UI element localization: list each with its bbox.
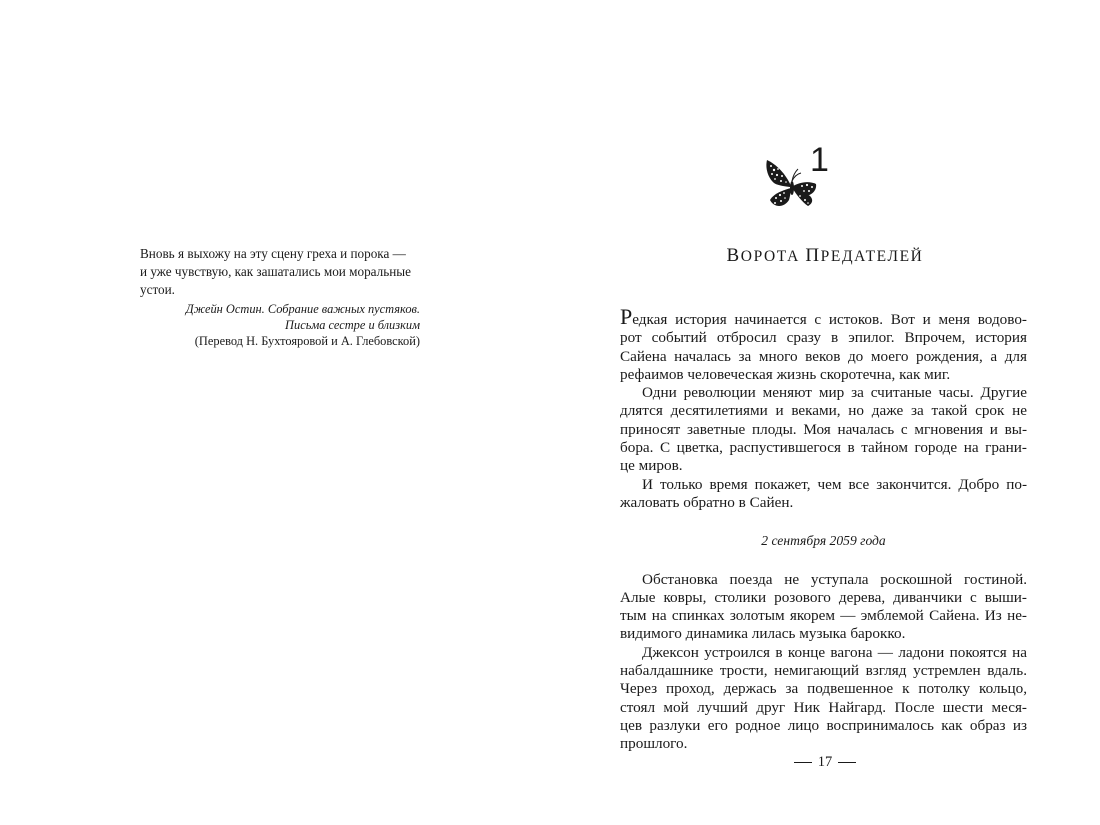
text-line: видимого динамика лилась музыка барокко. xyxy=(620,625,906,643)
text-line: длятся десятилетиями и веками, но даже за такой срок не xyxy=(620,402,1027,420)
text-line: прошлого. xyxy=(620,735,688,753)
chapter-number: 1 xyxy=(810,141,829,179)
text-line: це миров. xyxy=(620,457,683,475)
epigraph-attribution xyxy=(140,301,420,349)
epigraph-line: устои. xyxy=(140,282,175,297)
epigraph xyxy=(140,245,420,349)
dash-left xyxy=(794,762,812,764)
attribution-line: Джейн Остин. Собрание важных пустяков. xyxy=(185,302,420,316)
chapter-heading xyxy=(550,140,1100,230)
text-line: Алые ковры, столики розового дерева, диванчики с выши- xyxy=(620,588,1027,606)
epigraph-line: и уже чувствую, как зашатались мои моральные xyxy=(140,264,412,279)
text-line: Обстановка поезда не уступала роскошной гостиной. xyxy=(642,570,1027,588)
text-line: Сайена началась за много веков до моего рождения, а для xyxy=(620,347,1027,365)
text-line: рефаимов человеческая жизнь скоротечна, как миг. xyxy=(620,365,951,383)
text-line: набалдашнике трости, немигающий взгляд устремлен вдаль. xyxy=(620,662,1027,680)
chapter-title: ВОРОТА ПРЕДАТЕЛЕЙ xyxy=(726,245,924,266)
attribution-line: Письма сестре и близким xyxy=(285,318,420,332)
page-number: 17 xyxy=(550,754,1100,771)
text-line: бора. С цветка, распустившегося в тайном городе на грани- xyxy=(620,439,1027,457)
text-line: Джексон устроился в конце вагона — ладони покоятся на xyxy=(642,643,1027,661)
text-line: жаловать обратно в Сайен. xyxy=(620,493,794,511)
right-page xyxy=(550,0,1100,825)
text-line: цев разлуки его родное лицо воспринималось как образ из xyxy=(620,716,1027,734)
epigraph-line: Вновь я выхожу на эту сцену греха и порока — xyxy=(140,246,406,261)
text-line: Через проход, держась за подвешенное к потолку кольцо, xyxy=(620,680,1027,698)
text-line: рот событий отбросил сразу в эпилог. Впрочем, история xyxy=(620,329,1027,347)
text-line: И только время покажет, чем все закончится. Добро по- xyxy=(642,475,1027,493)
date-heading: 2 сентября 2059 года xyxy=(761,533,886,549)
text-line: Редкая история начинается с истоков. Вот и меня водово- xyxy=(620,304,1027,329)
chapter-body xyxy=(620,304,1027,754)
drop-cap: Р xyxy=(620,304,633,329)
text-line: Одни революции меняют мир за считаные часы. Другие xyxy=(642,384,1027,402)
dash-right xyxy=(838,762,856,764)
translation-note: (Перевод Н. Бухтояровой и А. Глебовской) xyxy=(194,334,420,348)
text-line: стоял мой лучший друг Ник Найгард. После шести меся- xyxy=(620,698,1027,716)
text-line: приносят заветные плоды. Моя началась с мгновения и вы- xyxy=(620,420,1027,438)
text-line: тым на спинках золотым якорем — эмблемой Сайена. Из не- xyxy=(620,607,1027,625)
